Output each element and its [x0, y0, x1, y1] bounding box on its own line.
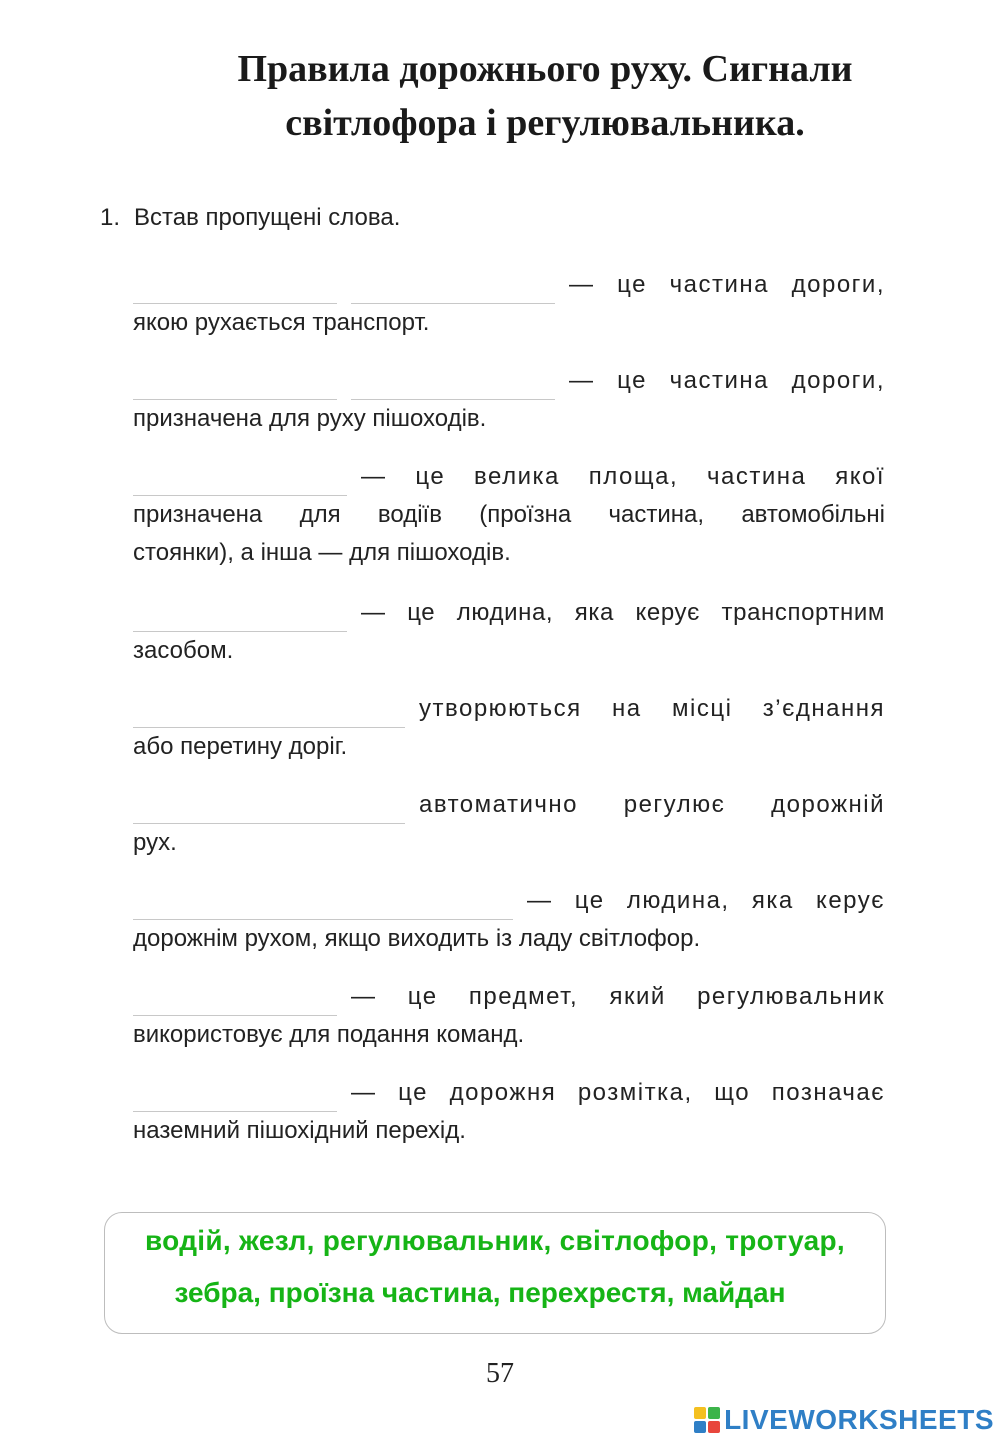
item-text: — це дорожня розмітка, що позначає	[351, 1079, 885, 1106]
answer-blank[interactable]	[133, 702, 405, 728]
task-heading	[100, 204, 400, 232]
exercise-item	[133, 978, 885, 1054]
item-text-continued: засобом.	[133, 637, 234, 664]
exercise-item	[133, 1074, 885, 1150]
answer-blank[interactable]	[133, 798, 405, 824]
liveworksheets-brand[interactable]	[694, 1402, 994, 1438]
exercise-item	[133, 266, 885, 342]
item-text-continued: рух.	[133, 829, 177, 856]
item-text: — це частина дороги,	[569, 271, 885, 298]
title-line-1: Правила дорожнього руху. Сигнали	[237, 48, 853, 90]
item-text-continued: призначена для руху пішоходів.	[133, 405, 487, 432]
answer-blank[interactable]	[133, 606, 347, 632]
item-text-continued: використовує для подання команд.	[133, 1021, 525, 1048]
exercise-item	[133, 458, 885, 572]
title-line-2: світлофора і регулювальника.	[285, 102, 805, 144]
task-number: 1.	[100, 204, 121, 231]
answer-blank[interactable]	[351, 374, 555, 400]
item-text-continued: або перетину доріг.	[133, 733, 348, 760]
brand-name: LIVEWORKSHEETS	[724, 1404, 994, 1435]
answer-blank[interactable]	[351, 278, 555, 304]
answer-blank[interactable]	[133, 990, 337, 1016]
item-text: утворюються на місці з’єднання	[419, 695, 885, 722]
exercise-item	[133, 786, 885, 862]
answer-blank[interactable]	[133, 894, 513, 920]
exercise-item	[133, 882, 885, 958]
item-text-continued: призначена для водіїв (проїзна частина, автомобільні	[133, 501, 885, 528]
item-text-continued: дорожнім рухом, якщо виходить із ладу світлофор.	[133, 925, 701, 952]
item-text-continued: якою рухається транспорт.	[133, 309, 430, 336]
item-text-continued: стоянки), а інша — для пішоходів.	[133, 539, 511, 566]
word-bank	[104, 1212, 886, 1334]
liveworksheets-logo-icon	[694, 1407, 720, 1433]
page-title	[150, 42, 940, 150]
page-number: 57	[486, 1358, 514, 1389]
answer-blank[interactable]	[133, 278, 337, 304]
item-text: — це частина дороги,	[569, 367, 885, 394]
item-text: — це людина, яка керує	[527, 887, 885, 914]
item-text: — це предмет, який регулювальник	[351, 983, 885, 1010]
word-bank-line-2: зебра, проїзна частина, перехрестя, майдан	[174, 1277, 786, 1308]
answer-blank[interactable]	[133, 374, 337, 400]
exercise-item	[133, 594, 885, 670]
item-text: — це людина, яка керує транспортним	[361, 599, 885, 626]
task-instruction: Встав пропущені слова.	[134, 204, 401, 231]
word-bank-line-1: водій, жезл, регулювальник, світлофор, тротуар,	[145, 1225, 845, 1256]
exercise-item	[133, 362, 885, 438]
answer-blank[interactable]	[133, 470, 347, 496]
item-text: — це велика площа, частина якої	[361, 463, 885, 490]
exercise-item	[133, 690, 885, 766]
answer-blank[interactable]	[133, 1086, 337, 1112]
item-text: автоматично регулює дорожній	[419, 791, 885, 818]
item-text-continued: наземний пішохідний перехід.	[133, 1117, 466, 1144]
